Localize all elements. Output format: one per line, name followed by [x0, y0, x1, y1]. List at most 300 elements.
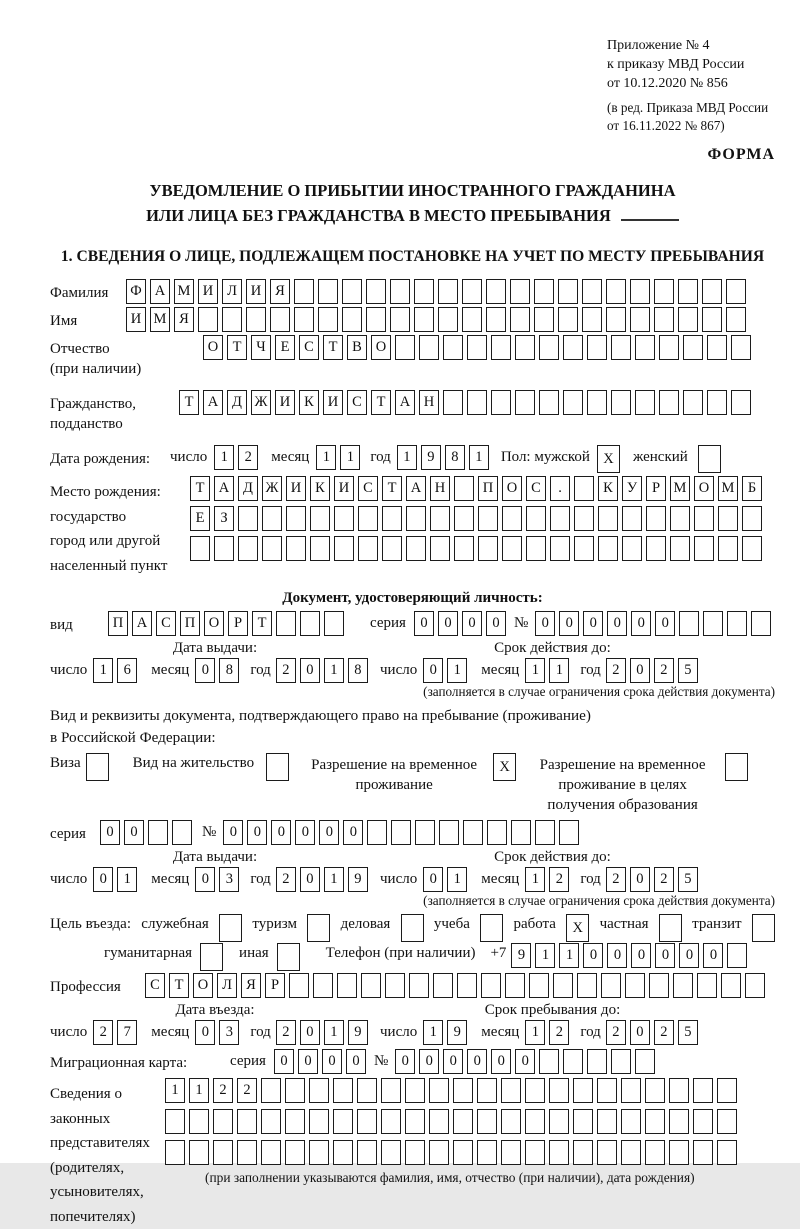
form-cell[interactable] — [453, 1109, 473, 1134]
form-cell[interactable]: 0 — [631, 611, 651, 636]
form-cell[interactable]: 0 — [395, 1049, 415, 1074]
form-cell[interactable]: 0 — [300, 1020, 320, 1045]
form-cell[interactable] — [539, 390, 559, 415]
form-cell[interactable]: Р — [228, 611, 248, 636]
form-cell[interactable]: 0 — [93, 867, 113, 892]
form-cell[interactable] — [573, 1140, 593, 1165]
form-cell[interactable] — [502, 536, 522, 561]
form-cell[interactable] — [702, 307, 722, 332]
form-cell[interactable] — [574, 506, 594, 531]
form-cell[interactable]: М — [150, 307, 170, 332]
transit-checkbox[interactable] — [752, 914, 775, 942]
form-cell[interactable] — [486, 307, 506, 332]
form-cell[interactable]: 2 — [276, 658, 296, 683]
form-cell[interactable] — [391, 820, 411, 845]
form-cell[interactable] — [725, 753, 748, 781]
form-cell[interactable] — [276, 611, 296, 636]
form-cell[interactable] — [486, 279, 506, 304]
form-cell[interactable] — [381, 1109, 401, 1134]
profession-cells[interactable] — [145, 973, 765, 998]
form-cell[interactable] — [525, 1109, 545, 1134]
form-cell[interactable] — [86, 753, 109, 781]
form-cell[interactable] — [535, 820, 555, 845]
form-cell[interactable]: 0 — [346, 1049, 366, 1074]
form-cell[interactable]: 9 — [447, 1020, 467, 1045]
form-cell[interactable]: 0 — [124, 820, 144, 845]
form-cell[interactable] — [491, 390, 511, 415]
form-cell[interactable]: 5 — [678, 658, 698, 683]
form-cell[interactable] — [501, 1140, 521, 1165]
form-cell[interactable]: С — [299, 335, 319, 360]
form-cell[interactable]: 8 — [348, 658, 368, 683]
form-cell[interactable] — [454, 506, 474, 531]
form-cell[interactable]: 0 — [679, 943, 699, 968]
form-cell[interactable]: Н — [430, 476, 450, 501]
form-cell[interactable] — [501, 1109, 521, 1134]
form-cell[interactable] — [694, 536, 714, 561]
form-cell[interactable]: С — [358, 476, 378, 501]
form-cell[interactable]: 1 — [525, 867, 545, 892]
form-cell[interactable]: 0 — [100, 820, 120, 845]
form-cell[interactable]: 0 — [607, 943, 627, 968]
form-cell[interactable] — [501, 1078, 521, 1103]
form-cell[interactable] — [679, 611, 699, 636]
form-cell[interactable]: З — [214, 506, 234, 531]
form-cell[interactable] — [534, 279, 554, 304]
form-cell[interactable]: 1 — [549, 658, 569, 683]
form-cell[interactable]: Ж — [262, 476, 282, 501]
form-cell[interactable] — [670, 506, 690, 531]
form-cell[interactable]: 2 — [276, 867, 296, 892]
form-cell[interactable] — [462, 307, 482, 332]
form-cell[interactable] — [334, 506, 354, 531]
form-cell[interactable] — [726, 279, 746, 304]
form-cell[interactable] — [717, 1140, 737, 1165]
form-cell[interactable] — [430, 536, 450, 561]
form-cell[interactable] — [294, 307, 314, 332]
other-checkbox[interactable] — [277, 943, 300, 971]
form-cell[interactable]: 0 — [443, 1049, 463, 1074]
representatives-row3-cells[interactable] — [165, 1140, 737, 1165]
form-cell[interactable]: 1 — [340, 445, 360, 470]
form-cell[interactable] — [606, 279, 626, 304]
form-cell[interactable] — [726, 307, 746, 332]
form-cell[interactable] — [645, 1140, 665, 1165]
form-cell[interactable] — [333, 1140, 353, 1165]
form-cell[interactable] — [481, 973, 501, 998]
visa-checkbox[interactable] — [86, 753, 109, 781]
form-cell[interactable] — [406, 506, 426, 531]
form-cell[interactable]: П — [180, 611, 200, 636]
form-cell[interactable] — [390, 307, 410, 332]
form-cell[interactable] — [246, 307, 266, 332]
form-cell[interactable]: 1 — [324, 658, 344, 683]
form-cell[interactable] — [286, 536, 306, 561]
form-cell[interactable]: 3 — [219, 1020, 239, 1045]
form-cell[interactable] — [611, 335, 631, 360]
form-cell[interactable] — [549, 1140, 569, 1165]
form-cell[interactable] — [148, 820, 168, 845]
form-cell[interactable] — [309, 1109, 329, 1134]
form-cell[interactable] — [751, 611, 771, 636]
form-cell[interactable]: 0 — [300, 658, 320, 683]
form-cell[interactable] — [333, 1109, 353, 1134]
form-cell[interactable] — [438, 279, 458, 304]
form-cell[interactable]: 1 — [316, 445, 336, 470]
form-cell[interactable]: П — [108, 611, 128, 636]
passport-valid-day-cells[interactable] — [423, 658, 467, 683]
representatives-row1-cells[interactable] — [165, 1078, 737, 1103]
form-cell[interactable]: Д — [227, 390, 247, 415]
business-checkbox[interactable] — [401, 914, 424, 942]
form-cell[interactable] — [277, 943, 300, 971]
temp-residence-checkbox[interactable] — [493, 753, 516, 781]
form-cell[interactable] — [342, 307, 362, 332]
form-cell[interactable]: 0 — [467, 1049, 487, 1074]
form-cell[interactable]: 1 — [324, 1020, 344, 1045]
form-cell[interactable]: А — [132, 611, 152, 636]
form-cell[interactable] — [649, 973, 669, 998]
form-cell[interactable]: 1 — [525, 658, 545, 683]
form-cell[interactable] — [478, 536, 498, 561]
form-cell[interactable]: Ф — [126, 279, 146, 304]
form-cell[interactable]: 8 — [445, 445, 465, 470]
form-cell[interactable]: Я — [241, 973, 261, 998]
form-cell[interactable] — [721, 973, 741, 998]
form-cell[interactable]: 2 — [238, 445, 258, 470]
form-cell[interactable]: 0 — [343, 820, 363, 845]
form-cell[interactable]: Т — [323, 335, 343, 360]
form-cell[interactable]: 0 — [655, 611, 675, 636]
form-cell[interactable] — [717, 1109, 737, 1134]
form-cell[interactable] — [309, 1140, 329, 1165]
form-cell[interactable]: 0 — [583, 943, 603, 968]
form-cell[interactable]: 0 — [486, 611, 506, 636]
form-cell[interactable]: Т — [371, 390, 391, 415]
form-cell[interactable]: У — [622, 476, 642, 501]
form-cell[interactable] — [366, 307, 386, 332]
form-cell[interactable] — [309, 1078, 329, 1103]
form-cell[interactable]: И — [275, 390, 295, 415]
rvp-series-cells[interactable] — [100, 820, 192, 845]
form-cell[interactable] — [621, 1078, 641, 1103]
form-cell[interactable]: 0 — [295, 820, 315, 845]
form-cell[interactable]: 2 — [606, 867, 626, 892]
form-cell[interactable] — [237, 1140, 257, 1165]
form-cell[interactable] — [502, 506, 522, 531]
form-cell[interactable]: X — [566, 914, 589, 942]
form-cell[interactable]: И — [126, 307, 146, 332]
form-cell[interactable] — [213, 1140, 233, 1165]
form-cell[interactable]: 0 — [583, 611, 603, 636]
form-cell[interactable] — [358, 506, 378, 531]
form-cell[interactable]: 0 — [195, 1020, 215, 1045]
form-cell[interactable] — [477, 1078, 497, 1103]
form-cell[interactable]: П — [478, 476, 498, 501]
form-cell[interactable] — [727, 943, 747, 968]
form-cell[interactable] — [731, 390, 751, 415]
form-cell[interactable] — [694, 506, 714, 531]
form-cell[interactable] — [529, 973, 549, 998]
form-cell[interactable]: М — [718, 476, 738, 501]
form-cell[interactable]: В — [347, 335, 367, 360]
rvp-number-cells[interactable] — [223, 820, 579, 845]
form-cell[interactable] — [491, 335, 511, 360]
form-cell[interactable] — [745, 973, 765, 998]
form-cell[interactable]: Р — [646, 476, 666, 501]
doc-kind-cells[interactable] — [108, 611, 344, 636]
form-cell[interactable] — [342, 279, 362, 304]
form-cell[interactable] — [438, 307, 458, 332]
form-cell[interactable] — [598, 506, 618, 531]
form-cell[interactable] — [558, 279, 578, 304]
form-cell[interactable] — [262, 506, 282, 531]
form-cell[interactable]: 1 — [117, 867, 137, 892]
form-cell[interactable]: 7 — [117, 1020, 137, 1045]
form-cell[interactable]: 0 — [559, 611, 579, 636]
representatives-row2-cells[interactable] — [165, 1109, 737, 1134]
form-cell[interactable]: 0 — [438, 611, 458, 636]
form-cell[interactable]: А — [150, 279, 170, 304]
form-cell[interactable]: 0 — [298, 1049, 318, 1074]
birth-month-cells[interactable] — [316, 445, 360, 470]
form-cell[interactable] — [697, 973, 717, 998]
form-cell[interactable]: О — [502, 476, 522, 501]
form-cell[interactable] — [453, 1140, 473, 1165]
stay-month-cells[interactable] — [525, 1020, 569, 1045]
form-cell[interactable]: А — [395, 390, 415, 415]
form-cell[interactable] — [678, 279, 698, 304]
form-cell[interactable] — [683, 390, 703, 415]
form-cell[interactable] — [361, 973, 381, 998]
form-cell[interactable]: 0 — [195, 658, 215, 683]
form-cell[interactable]: 2 — [549, 867, 569, 892]
form-cell[interactable]: 9 — [348, 867, 368, 892]
form-cell[interactable] — [443, 390, 463, 415]
form-cell[interactable]: 8 — [219, 658, 239, 683]
form-cell[interactable] — [358, 536, 378, 561]
form-cell[interactable] — [646, 536, 666, 561]
form-cell[interactable] — [669, 1078, 689, 1103]
form-cell[interactable] — [285, 1109, 305, 1134]
form-cell[interactable] — [357, 1109, 377, 1134]
form-cell[interactable]: 1 — [469, 445, 489, 470]
form-cell[interactable]: И — [323, 390, 343, 415]
form-cell[interactable] — [573, 1109, 593, 1134]
form-cell[interactable] — [439, 820, 459, 845]
form-cell[interactable] — [574, 476, 594, 501]
form-cell[interactable] — [415, 820, 435, 845]
form-cell[interactable] — [409, 973, 429, 998]
form-cell[interactable] — [238, 536, 258, 561]
form-cell[interactable]: 5 — [678, 1020, 698, 1045]
form-cell[interactable]: 0 — [535, 611, 555, 636]
form-cell[interactable]: 0 — [491, 1049, 511, 1074]
form-cell[interactable] — [635, 335, 655, 360]
form-cell[interactable] — [597, 1109, 617, 1134]
form-cell[interactable]: 0 — [630, 1020, 650, 1045]
form-cell[interactable] — [717, 1078, 737, 1103]
form-cell[interactable] — [645, 1109, 665, 1134]
form-cell[interactable] — [630, 279, 650, 304]
form-cell[interactable]: Я — [174, 307, 194, 332]
rvp-issue-year-cells[interactable] — [276, 867, 368, 892]
stay-day-cells[interactable] — [423, 1020, 467, 1045]
form-cell[interactable]: 0 — [414, 611, 434, 636]
form-cell[interactable]: И — [286, 476, 306, 501]
form-cell[interactable] — [693, 1140, 713, 1165]
form-cell[interactable] — [526, 536, 546, 561]
form-cell[interactable] — [462, 279, 482, 304]
form-cell[interactable]: 0 — [247, 820, 267, 845]
form-cell[interactable] — [405, 1140, 425, 1165]
form-cell[interactable]: 1 — [447, 867, 467, 892]
form-cell[interactable] — [419, 335, 439, 360]
form-cell[interactable]: . — [550, 476, 570, 501]
form-cell[interactable] — [222, 307, 242, 332]
form-cell[interactable] — [539, 1049, 559, 1074]
form-cell[interactable] — [406, 536, 426, 561]
form-cell[interactable] — [742, 506, 762, 531]
form-cell[interactable] — [165, 1140, 185, 1165]
form-cell[interactable] — [673, 973, 693, 998]
form-cell[interactable] — [414, 279, 434, 304]
form-cell[interactable]: 6 — [117, 658, 137, 683]
official-checkbox[interactable] — [219, 914, 242, 942]
form-cell[interactable] — [635, 1049, 655, 1074]
residence-permit-checkbox[interactable] — [266, 753, 289, 781]
form-cell[interactable] — [659, 914, 682, 942]
form-cell[interactable] — [457, 973, 477, 998]
form-cell[interactable] — [190, 536, 210, 561]
form-cell[interactable]: 0 — [423, 658, 443, 683]
form-cell[interactable] — [487, 820, 507, 845]
form-cell[interactable] — [550, 536, 570, 561]
form-cell[interactable]: Ч — [251, 335, 271, 360]
birth-day-cells[interactable] — [214, 445, 258, 470]
form-cell[interactable]: 2 — [606, 1020, 626, 1045]
entry-year-cells[interactable] — [276, 1020, 368, 1045]
form-cell[interactable] — [318, 279, 338, 304]
entry-month-cells[interactable] — [195, 1020, 239, 1045]
form-cell[interactable]: 9 — [511, 943, 531, 968]
form-cell[interactable]: Т — [252, 611, 272, 636]
form-cell[interactable] — [198, 307, 218, 332]
rvp-valid-year-cells[interactable] — [606, 867, 698, 892]
form-cell[interactable] — [659, 335, 679, 360]
form-cell[interactable]: К — [598, 476, 618, 501]
form-cell[interactable]: 1 — [397, 445, 417, 470]
form-cell[interactable]: 1 — [559, 943, 579, 968]
form-cell[interactable]: 0 — [703, 943, 723, 968]
form-cell[interactable] — [625, 973, 645, 998]
form-cell[interactable] — [573, 1078, 593, 1103]
form-cell[interactable] — [703, 611, 723, 636]
form-cell[interactable]: 1 — [447, 658, 467, 683]
form-cell[interactable] — [646, 506, 666, 531]
birth-year-cells[interactable] — [397, 445, 489, 470]
form-cell[interactable]: А — [214, 476, 234, 501]
form-cell[interactable]: Т — [169, 973, 189, 998]
form-cell[interactable]: 0 — [319, 820, 339, 845]
form-cell[interactable] — [587, 390, 607, 415]
form-cell[interactable] — [405, 1109, 425, 1134]
form-cell[interactable]: 0 — [655, 943, 675, 968]
temp-residence-edu-checkbox[interactable] — [725, 753, 748, 781]
form-cell[interactable]: И — [246, 279, 266, 304]
form-cell[interactable]: 2 — [606, 658, 626, 683]
birth-place-row1-cells[interactable] — [190, 476, 762, 501]
form-cell[interactable] — [300, 611, 320, 636]
form-cell[interactable]: 9 — [348, 1020, 368, 1045]
form-cell[interactable]: Т — [382, 476, 402, 501]
form-cell[interactable] — [382, 506, 402, 531]
form-cell[interactable]: С — [526, 476, 546, 501]
form-cell[interactable] — [285, 1140, 305, 1165]
form-cell[interactable] — [443, 335, 463, 360]
form-cell[interactable] — [563, 390, 583, 415]
form-cell[interactable]: 1 — [93, 658, 113, 683]
form-cell[interactable]: 0 — [630, 658, 650, 683]
form-cell[interactable] — [574, 536, 594, 561]
form-cell[interactable] — [454, 536, 474, 561]
doc-series-cells[interactable] — [414, 611, 506, 636]
form-cell[interactable]: 1 — [535, 943, 555, 968]
form-cell[interactable]: Е — [190, 506, 210, 531]
surname-cells[interactable] — [126, 279, 746, 304]
form-cell[interactable] — [597, 1140, 617, 1165]
mc-number-cells[interactable] — [395, 1049, 655, 1074]
form-cell[interactable] — [683, 335, 703, 360]
form-cell[interactable] — [669, 1109, 689, 1134]
humanitarian-checkbox[interactable] — [200, 943, 223, 971]
form-cell[interactable]: С — [156, 611, 176, 636]
form-cell[interactable]: И — [198, 279, 218, 304]
citizenship-cells[interactable] — [179, 390, 751, 415]
form-cell[interactable] — [742, 536, 762, 561]
form-cell[interactable] — [698, 445, 721, 473]
form-cell[interactable] — [189, 1109, 209, 1134]
passport-valid-month-cells[interactable] — [525, 658, 569, 683]
form-cell[interactable] — [630, 307, 650, 332]
form-cell[interactable]: 0 — [419, 1049, 439, 1074]
form-cell[interactable] — [582, 279, 602, 304]
form-cell[interactable] — [515, 390, 535, 415]
form-cell[interactable] — [382, 536, 402, 561]
form-cell[interactable]: С — [145, 973, 165, 998]
form-cell[interactable] — [261, 1109, 281, 1134]
form-cell[interactable]: 9 — [421, 445, 441, 470]
form-cell[interactable]: К — [310, 476, 330, 501]
form-cell[interactable]: Т — [227, 335, 247, 360]
form-cell[interactable] — [429, 1109, 449, 1134]
sex-male-checkbox[interactable] — [597, 445, 620, 473]
form-cell[interactable]: 0 — [462, 611, 482, 636]
form-cell[interactable]: Я — [270, 279, 290, 304]
form-cell[interactable]: 0 — [322, 1049, 342, 1074]
form-cell[interactable] — [752, 914, 775, 942]
passport-issue-month-cells[interactable] — [195, 658, 239, 683]
form-cell[interactable]: 0 — [271, 820, 291, 845]
form-cell[interactable]: 2 — [213, 1078, 233, 1103]
form-cell[interactable] — [310, 506, 330, 531]
form-cell[interactable] — [477, 1140, 497, 1165]
form-cell[interactable] — [289, 973, 309, 998]
form-cell[interactable] — [429, 1140, 449, 1165]
form-cell[interactable] — [598, 536, 618, 561]
form-cell[interactable]: 0 — [423, 867, 443, 892]
form-cell[interactable] — [582, 307, 602, 332]
